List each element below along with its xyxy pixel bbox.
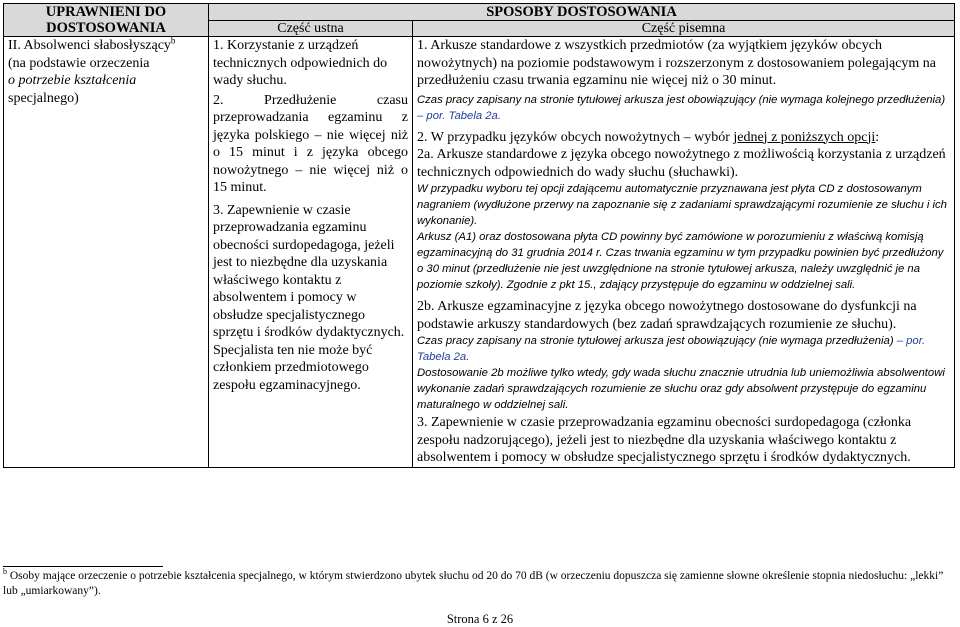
group-title [8,37,204,55]
written-item-2-start: 2. W przypadku języków obcych nowożytnych – wybór [417,129,734,145]
footnote-marker: b [3,567,7,577]
written-item-2-underline: jednej z poniższych opcji [733,129,876,145]
oral-item-1: 1. Korzystanie z urządzeń technicznych odpowiednich do wady słuchu. [213,38,388,88]
group-desc-1: (na podstawie orzeczenia [8,55,150,71]
header-oral-text: Część ustna [277,21,344,36]
written-item-2b: 2b. Arkusze egzaminacyjne z języka obcego nowożytnego dostosowane do dysfunkcji na podstawie arkuszy standardowych (bez zadań sprawdzających rozumienie ze słuchu). [417,299,917,332]
header-eligible [4,4,209,37]
written-note-1 [417,92,950,124]
header-written [413,21,955,37]
page-number: Strona 6 z 26 [446,612,514,626]
oral-item-3: 3. Zapewnienie w czasie przeprowadzania egzaminu obecności surdopedagoga, jeżeli jest to niezbędne dla uzyskania właściwego kontaktu z absolwentem i pomocy w obsłudze specjalistycznego sprzętu i środków dydaktycznych. Specjalista ten nie może być członkiem przedmiotowego zespołu egzaminacyjnego. [213,202,405,393]
footnote-separator [3,566,163,567]
written-note-5: Dostosowanie 2b możliwe tylko wtedy, gdy wada słuchu znacznie utrudnia lub uniemożliwia absolwentowi wykonanie zadań sprawdzających rozumienie ze słuchu oraz gdy absolwent przystępuje do egzaminu maturalnego w oddzielnej sali. [417,367,945,411]
written-note-4-text: Czas pracy zapisany na stronie tytułowej arkusza jest obowiązujący (nie wymaga przedłużenia) [417,335,894,347]
group-cell [4,37,209,468]
header-oral [209,21,413,37]
footnote [3,569,958,599]
written-item-2-end: : [875,129,880,145]
oral-cell [209,37,413,468]
group-title-footnote-marker: b [170,35,176,46]
written-note-4-ref: – por. Tabela 2a. [417,335,926,363]
written-item-3: 3. Zapewnienie w czasie przeprowadzania egzaminu obecności surdopedagoga (członka zespołu nadzorującego), jeżeli jest to niezbędne dla uzyskania właściwego kontaktu z absolwentem i pomocy w obsłudze specjalistycznego sprzętu i środków dydaktycznych. [417,415,912,465]
group-desc-2 [8,72,204,90]
header-methods-text: SPOSOBY DOSTOSOWANIA [486,4,677,20]
header-written-text: Część pisemna [641,21,726,36]
adjustments-table [3,3,955,468]
written-item-2a: 2a. Arkusze standardowe z języka obcego nowożytnego z możliwością korzystania z urządzeń technicznych odpowiednich do wady słuchu (słuchawki). [417,147,946,180]
written-item-2 [417,129,950,147]
written-note-1-text: Czas pracy zapisany na stronie tytułowej arkusza jest obowiązujący (nie wymaga kolejnego przedłużenia) [417,93,946,106]
written-note-1-ref: – por. Tabela 2a. [417,109,501,122]
oral-item-2: 2. Przedłużenie czasu przeprowadzania egzaminu z języka polskiego – nie więcej niż o 15 minut i z języka obcego nowożytnego – nie więcej niż o 15 minut. [213,92,408,195]
group-desc-2-text: o potrzebie kształcenia [8,73,137,88]
group-title-text: II. Absolwenci słabosłyszący [8,38,171,53]
written-item-1: 1. Arkusze standardowe z wszystkich przedmiotów (za wyjątkiem języków obcych nowożytnych) na poziomie podstawowym i rozszerzonym z dostosowaniem polegającym na przedłużeniu czasu trwania egzaminu nie więcej niż o 30 minut. [417,38,937,88]
written-note-3: Arkusz (A1) oraz dostosowana płyta CD powinny być zamówione w porozumieniu z właściwą komisją egzaminacyjną do 31 grudnia 2014 r. Czas trwania egzaminu w tym przypadku powinien być przedłużony o 30 minut (przedłużenie nie jest uwzględnione na stronie tytułowej arkusza, należy uwzględnić je na poziomie szkoły). Zgodnie z pkt 15., zdający przystępuje do egzaminu w oddzielnej sali. [417,231,944,291]
footnote-text: Osoby mające orzeczenie o potrzebie kształcenia specjalnego, w którym stwierdzono ubytek słuchu od 20 do 70 dB (w orzeczeniu dopuszcza się zamienne słowne określenie stopnia niedosłuchu: „lekki” lub „umiarkowany”). [3,570,944,597]
header-methods [209,4,955,21]
written-cell [413,37,955,468]
group-desc-3: specjalnego) [8,90,79,106]
written-note-2: W przypadku wyboru tej opcji zdającemu automatycznie przyznawana jest płyta CD z dostosowanym nagraniem (wydłużone przerwy na zapoznanie się z zadaniami sprawdzającymi rozumienie ze słuchu i ich wykonanie). [417,183,947,227]
header-eligible-text: UPRAWNIENI DO DOSTOSOWANIA [45,4,167,36]
written-note-4 [417,333,950,365]
